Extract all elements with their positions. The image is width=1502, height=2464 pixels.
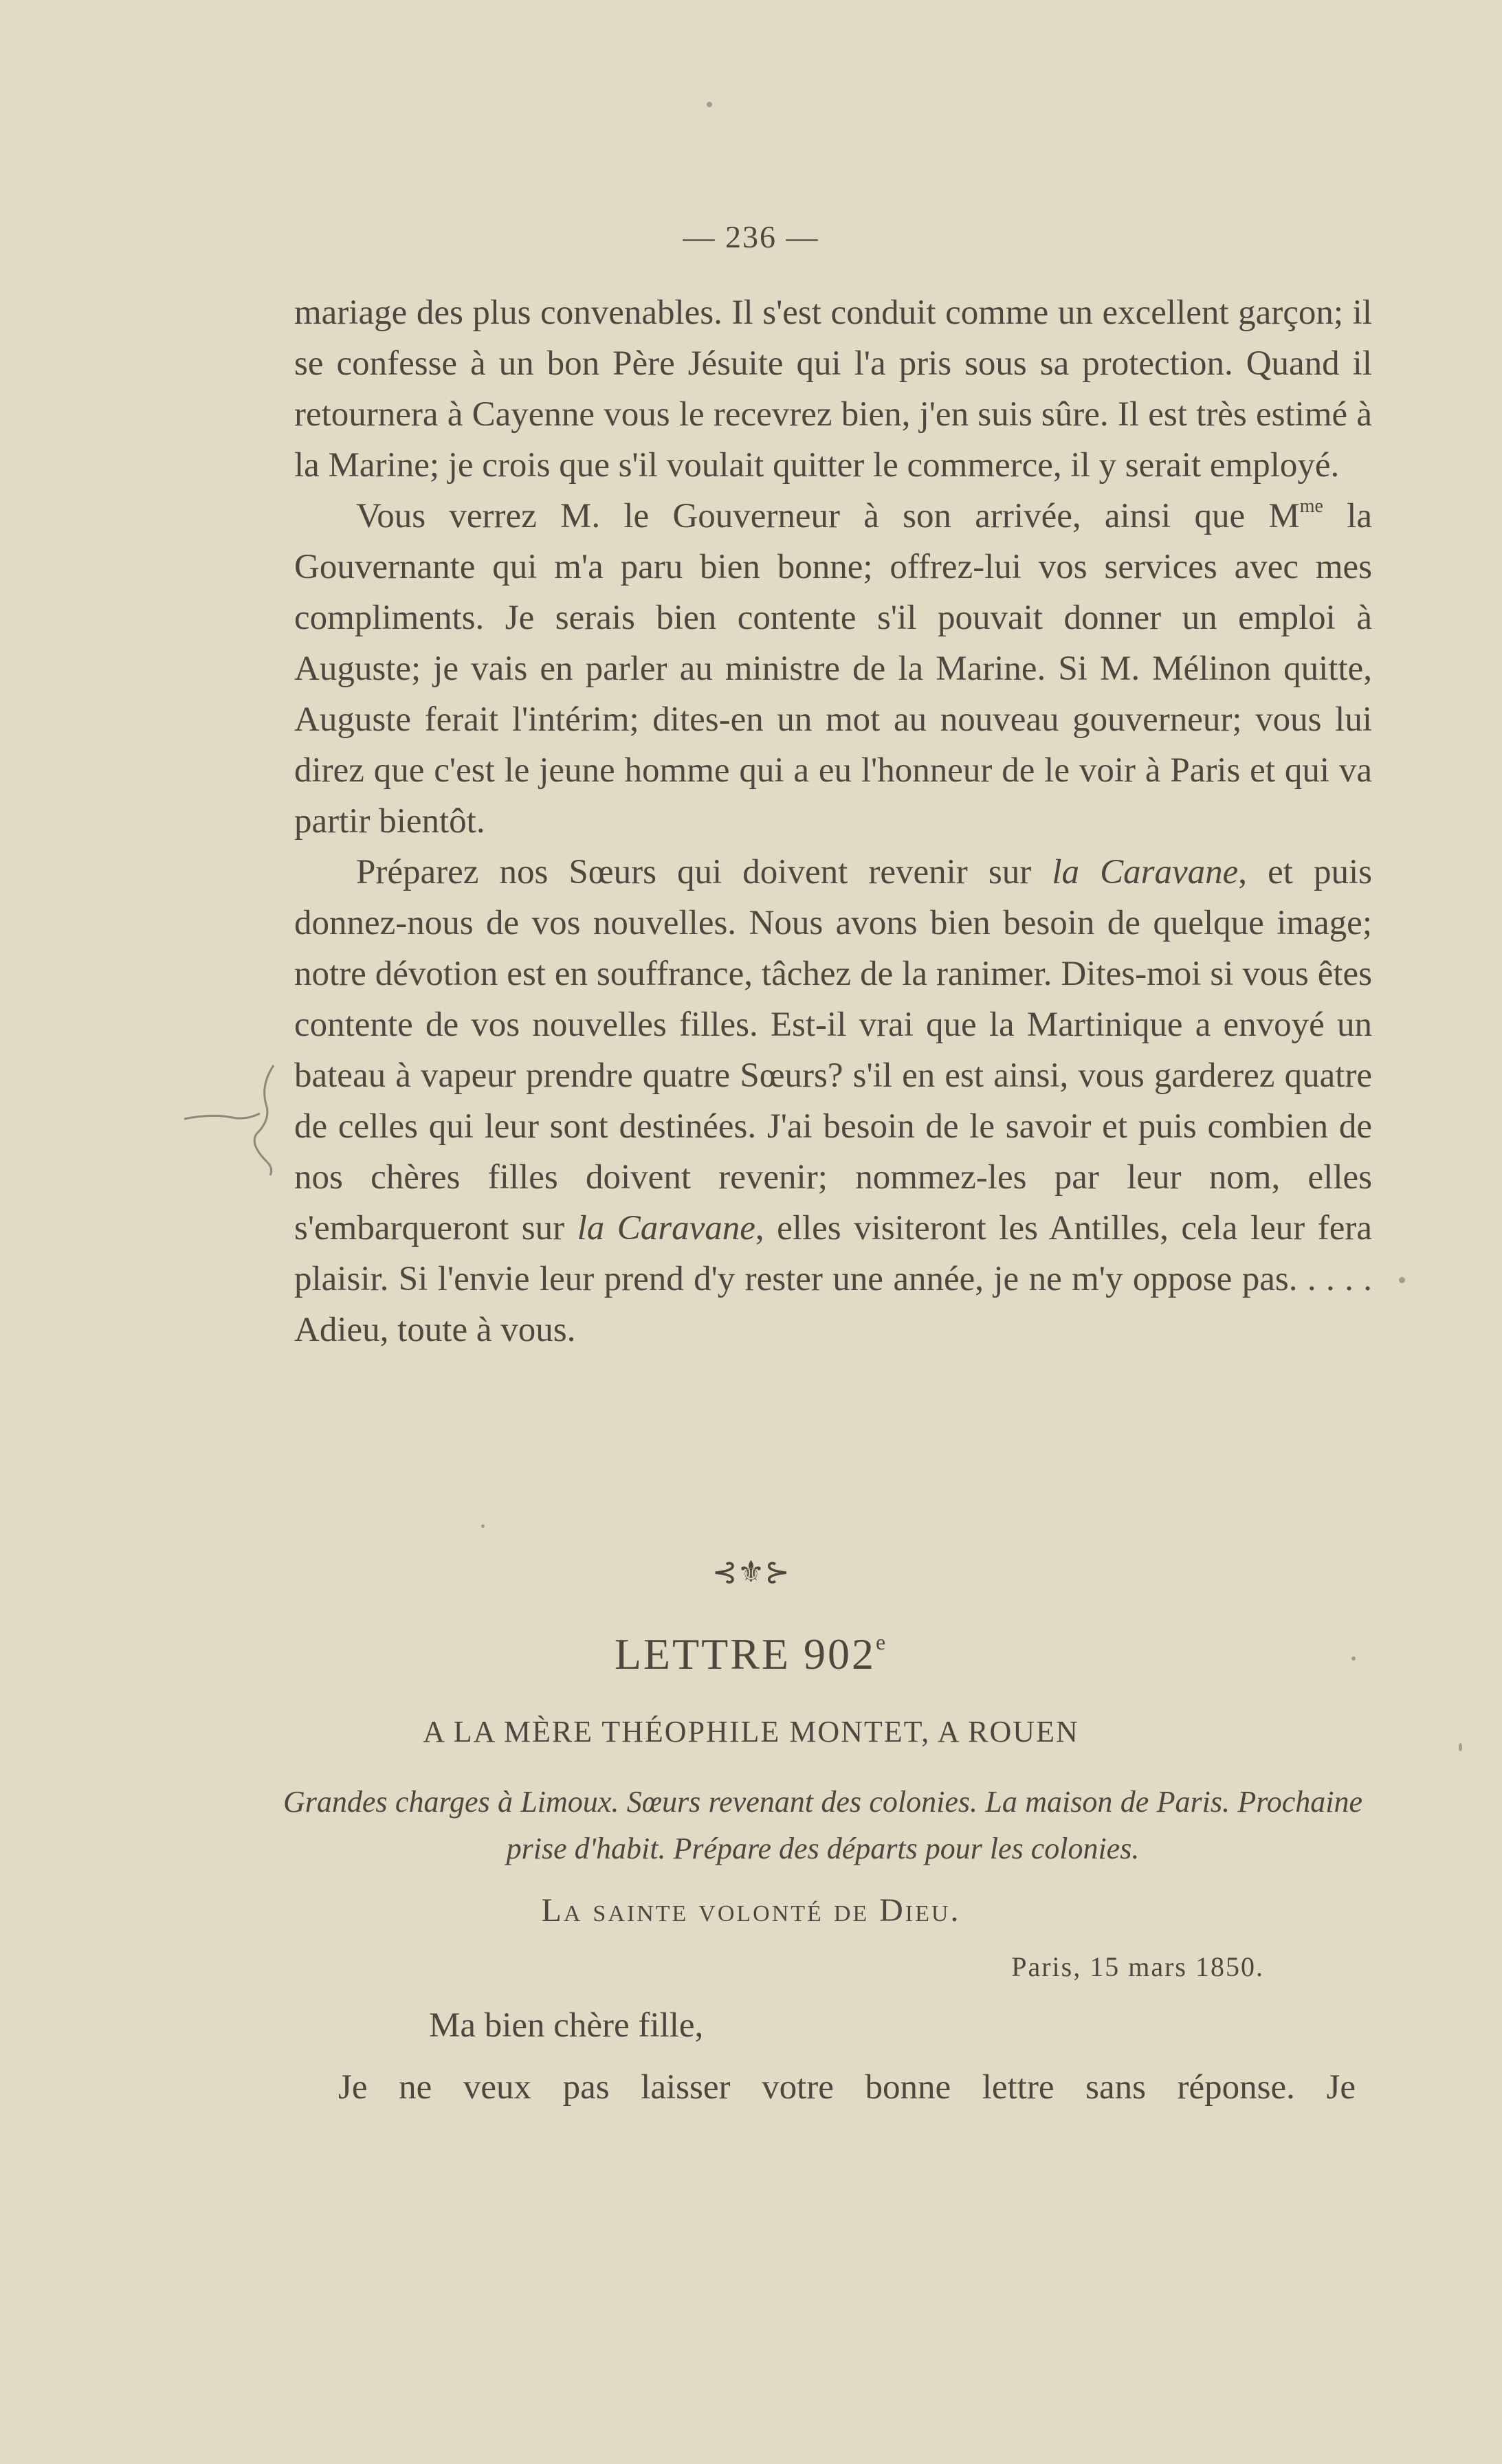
ornament-divider: ⊰⚜⊱: [711, 1555, 791, 1589]
handwritten-margin-mark: [184, 1058, 294, 1189]
paragraph-continuation: mariage des plus convenables. Il s'est conduit comme un excellent garçon; il se confesse à un bon Père Jésuite qui l'a pris sous sa protection. Quand il retournera à Cayenne vous le recevrez bien, j'en suis sûre. Il est très estimé à la Marine; je crois que s'il voulait quitter le commerce, il y serait employé.: [294, 293, 1372, 485]
letter-dateline: Paris, 15 mars 1850.: [1011, 1951, 1264, 1982]
letter-summary: Grandes charges à Limoux. Sœurs revenant des colonies. La maison de Paris. Prochaine prise d'habit. Prépare des départs pour les colonies.: [283, 1785, 1362, 1865]
letter-invocation: La sainte volonté de Dieu.: [541, 1892, 961, 1929]
paper-speck: [1351, 1656, 1356, 1661]
paragraph-text: la Gouvernante qui m'a paru bien bonne; offrez-lui vos services avec mes compliments. Je serais bien contente s'il pouvait donner un emploi à Auguste; je vais en parler au ministre de la Marine. Si M. Mélinon quitte, Auguste ferait l'intérim; dites-en un mot au nouveau gouverneur; vous lui direz que c'est le jeune homme qui a eu l'honneur de le voir à Paris et qui va partir bientôt.: [294, 497, 1372, 841]
ship-name: la Caravane: [577, 1209, 755, 1247]
letter-title-text: LETTRE 902: [614, 1630, 876, 1678]
letter-title-superscript: e: [875, 1630, 888, 1654]
paper-speck: [1399, 1277, 1405, 1283]
paragraph-text: Préparez nos Sœurs qui doivent revenir sur: [356, 853, 1052, 891]
paragraph-caravane: [294, 847, 1372, 1355]
ship-name: la Caravane: [1052, 853, 1239, 891]
paragraph-text: , et puis donnez-nous de vos nouvelles. Nous avons bien besoin de quelque image; notre dévotion est en souffrance, tâchez de la ranimer. Dites-moi si vous êtes contente de vos nouvelles filles. Est-il vrai que la Martinique a envoyé un bateau à vapeur prendre quatre Sœurs? s'il en est ainsi, vous garderez quatre de celles qui leur sont destinées. J'ai besoin de le savoir et puis combien de nos chères filles doivent revenir; nommez-les par leur nom, elles s'embarqueront sur: [294, 853, 1372, 1247]
letter-salutation: Ma bien chère fille,: [429, 2006, 704, 2045]
page-number: — 236 —: [683, 219, 819, 254]
superscript: me: [1299, 496, 1323, 517]
previous-letter-text: [294, 287, 1372, 1355]
paragraph-text: Vous verrez M. le Gouverneur à son arrivée, ainsi que M: [356, 497, 1300, 535]
paragraph-governor: [294, 491, 1372, 847]
letter-title: [0, 1629, 1502, 1680]
paper-speck: [1459, 1743, 1462, 1751]
paper-speck: [481, 1524, 485, 1528]
paragraph-text: , elles visiteront les Antilles, cela leur fera plaisir. Si l'envie leur prend d'y rester une année, je ne m'y oppose pas. . . . . Adieu, toute à vous.: [294, 1209, 1372, 1349]
letter-recipient: A LA MÈRE THÉOPHILE MONTET, A ROUEN: [423, 1715, 1079, 1749]
letter-first-line: Je ne veux pas laisser votre bonne lettre sans réponse. Je: [338, 2068, 1356, 2107]
paper-speck: [707, 102, 712, 107]
